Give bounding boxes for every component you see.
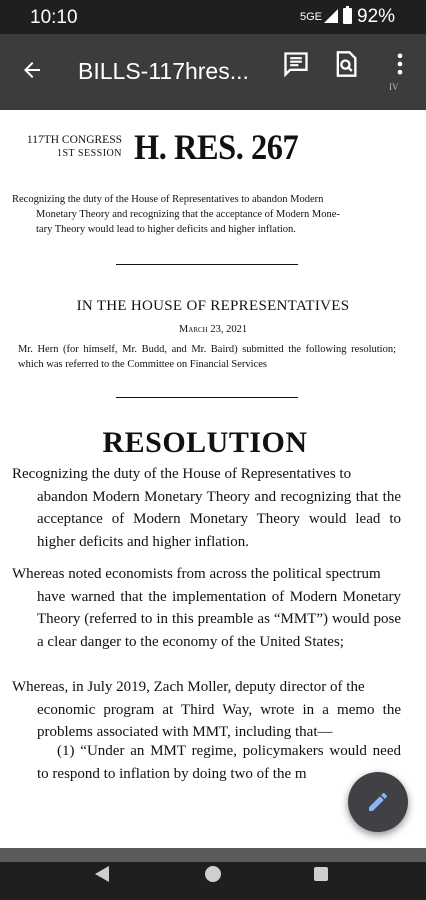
more-vert-icon [386,50,414,78]
paragraph-continuation: have warned that the implementation of Modern Monetary Theory (referred to in this preamble as “MMT”) would pose a clear danger to the economy of the United States; [37,588,401,651]
edit-fab-button[interactable] [348,772,408,832]
status-bar [0,0,426,34]
paragraph-first-line: Recognizing the duty of the House of Representatives to [12,466,352,482]
introduction-date: March 23, 2021 [178,324,248,335]
find-in-page-button[interactable] [332,50,364,82]
system-nav-bar [0,848,426,900]
document-title: BILLS-117hres... [78,58,249,84]
find-in-page-icon [332,50,360,78]
summary-line: Recognizing the duty of the House of Representatives to abandon Modern [12,194,324,205]
paragraph-first-line: Whereas, in July 2019, Zach Moller, deputy director of the [12,679,365,695]
battery-icon [343,8,352,24]
nav-home-button[interactable] [205,866,221,882]
nav-recents-button[interactable] [314,867,328,881]
comment-button[interactable] [282,50,314,82]
resolution-title-paragraph [12,463,401,554]
session-number: 1ST SESSION [56,148,122,159]
summary-line: Monetary Theory and recognizing that the acceptance of Modern Mone- [36,209,340,220]
edit-pencil-icon [366,790,390,814]
divider [116,397,298,398]
network-type: 5GE [300,11,323,23]
paragraph-continuation: abandon Modern Monetary Theory and recognizing that the acceptance of Modern Monetary Theory would lead to higher deficits and higher inflation. [37,488,401,551]
divider [116,264,298,265]
paragraph-first-line: Whereas noted economists from across the political spectrum [12,566,381,582]
app-bar [0,34,426,110]
bill-number: H. RES. 267 [134,127,299,167]
signal-icon [324,9,338,23]
arrow-back-icon [20,58,44,82]
sponsors-statement: Mr. Hern (for himself, Mr. Budd, and Mr. Baird) submitted the following resolution; which was referred to the Committee on Financial Services [18,344,396,370]
paragraph-continuation: economic program at Third Way, wrote in a memo the problems associated with MMT, including that— [37,701,401,741]
document-page[interactable] [0,110,426,848]
status-time: 10:10 [30,7,78,28]
resolution-heading: RESOLUTION [102,426,308,459]
back-button[interactable] [14,52,50,88]
nav-back-button[interactable] [95,866,109,882]
whereas-clause [12,563,401,654]
congress-number: 117TH CONGRESS [26,134,122,146]
quoted-item: (1) “Under an MMT regime, policymakers would need to respond to inflation by doing two of the m [37,743,401,782]
congress-session [12,134,122,160]
battery-percent: 92% [357,6,396,27]
comment-icon [282,50,310,78]
page-label: IV [389,82,399,92]
bill-summary [12,192,372,237]
whereas-clause [12,676,401,744]
summary-line: tary Theory would lead to higher deficits and higher inflation. [36,224,296,235]
chamber-heading: IN THE HOUSE OF REPRESENTATIVES [76,298,350,314]
more-options-button[interactable] [386,50,418,82]
